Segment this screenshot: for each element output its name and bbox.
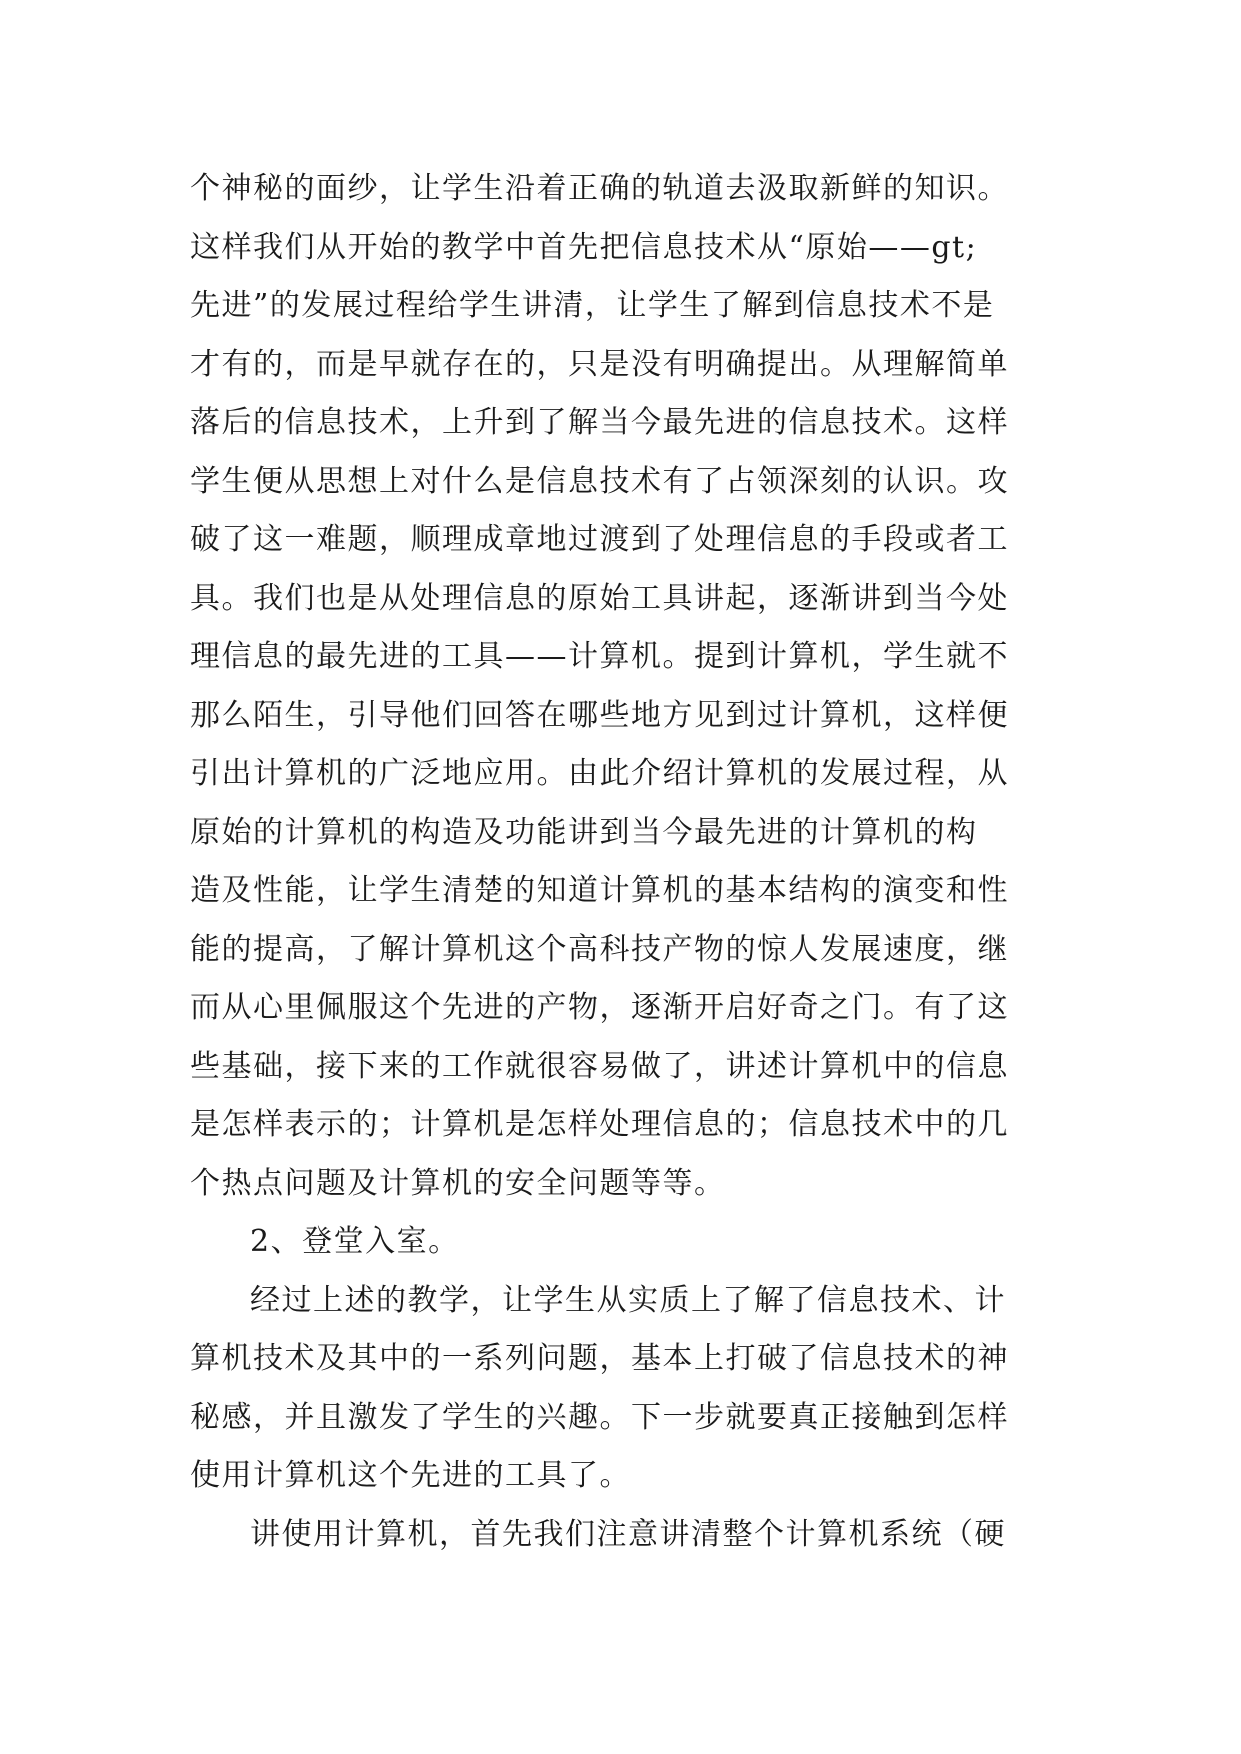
text-line: 算机技术及其中的一系列问题，基本上打破了信息技术的神 [190, 1341, 1009, 1376]
text-line: 原始的计算机的构造及功能讲到当今最先进的计算机的构 [190, 814, 978, 850]
text-line: 是怎样表示的；计算机是怎样处理信息的；信息技术中的几 [190, 1107, 1009, 1142]
text-line: 破了这一难题，顺理成章地过渡到了处理信息的手段或者工 [190, 522, 1009, 557]
text-line: 造及性能，让学生清楚的知道计算机的基本结构的演变和性 [190, 873, 1009, 908]
text-line: 那么陌生，引导他们回答在哪些地方见到过计算机，这样便 [190, 697, 1009, 733]
text-line: 秘感，并且激发了学生的兴趣。下一步就要真正接触到怎样 [190, 1399, 1009, 1435]
text-line: 使用计算机这个先进的工具了。 [190, 1458, 631, 1493]
text-line: 个热点问题及计算机的安全问题等等。 [190, 1165, 726, 1201]
text-line: 才有的，而是早就存在的，只是没有明确提出。从理解简单 [190, 346, 1009, 382]
text-line: 先进”的发展过程给学生讲清，让学生了解到信息技术不是 [190, 288, 995, 323]
section-heading: 2、登堂入室。 [250, 1224, 460, 1259]
text-line: 经过上述的教学，让学生从实质上了解了信息技术、计 [250, 1282, 1006, 1318]
text-line: 引出计算机的广泛地应用。由此介绍计算机的发展过程，从 [190, 756, 1009, 791]
text-line: 个神秘的面纱，让学生沿着正确的轨道去汲取新鲜的知识。 [190, 171, 1009, 206]
text-line: 具。我们也是从处理信息的原始工具讲起，逐渐讲到当今处 [190, 580, 1009, 616]
text-line: 这样我们从开始的教学中首先把信息技术从“原始——gt; [190, 229, 978, 265]
text-line: 理信息的最先进的工具——计算机。提到计算机，学生就不 [190, 639, 1009, 674]
text-line: 能的提高，了解计算机这个高科技产物的惊人发展速度，继 [190, 931, 1009, 967]
text-line: 讲使用计算机，首先我们注意讲清整个计算机系统（硬 [250, 1516, 1006, 1552]
body-text [190, 160, 1050, 1564]
text-line: 落后的信息技术，上升到了解当今最先进的信息技术。这样 [190, 405, 1009, 440]
text-line: 学生便从思想上对什么是信息技术有了占领深刻的认识。攻 [190, 463, 1009, 499]
text-line: 而从心里佩服这个先进的产物，逐渐开启好奇之门。有了这 [190, 990, 1009, 1025]
text-line: 些基础，接下来的工作就很容易做了，讲述计算机中的信息 [190, 1048, 1009, 1084]
